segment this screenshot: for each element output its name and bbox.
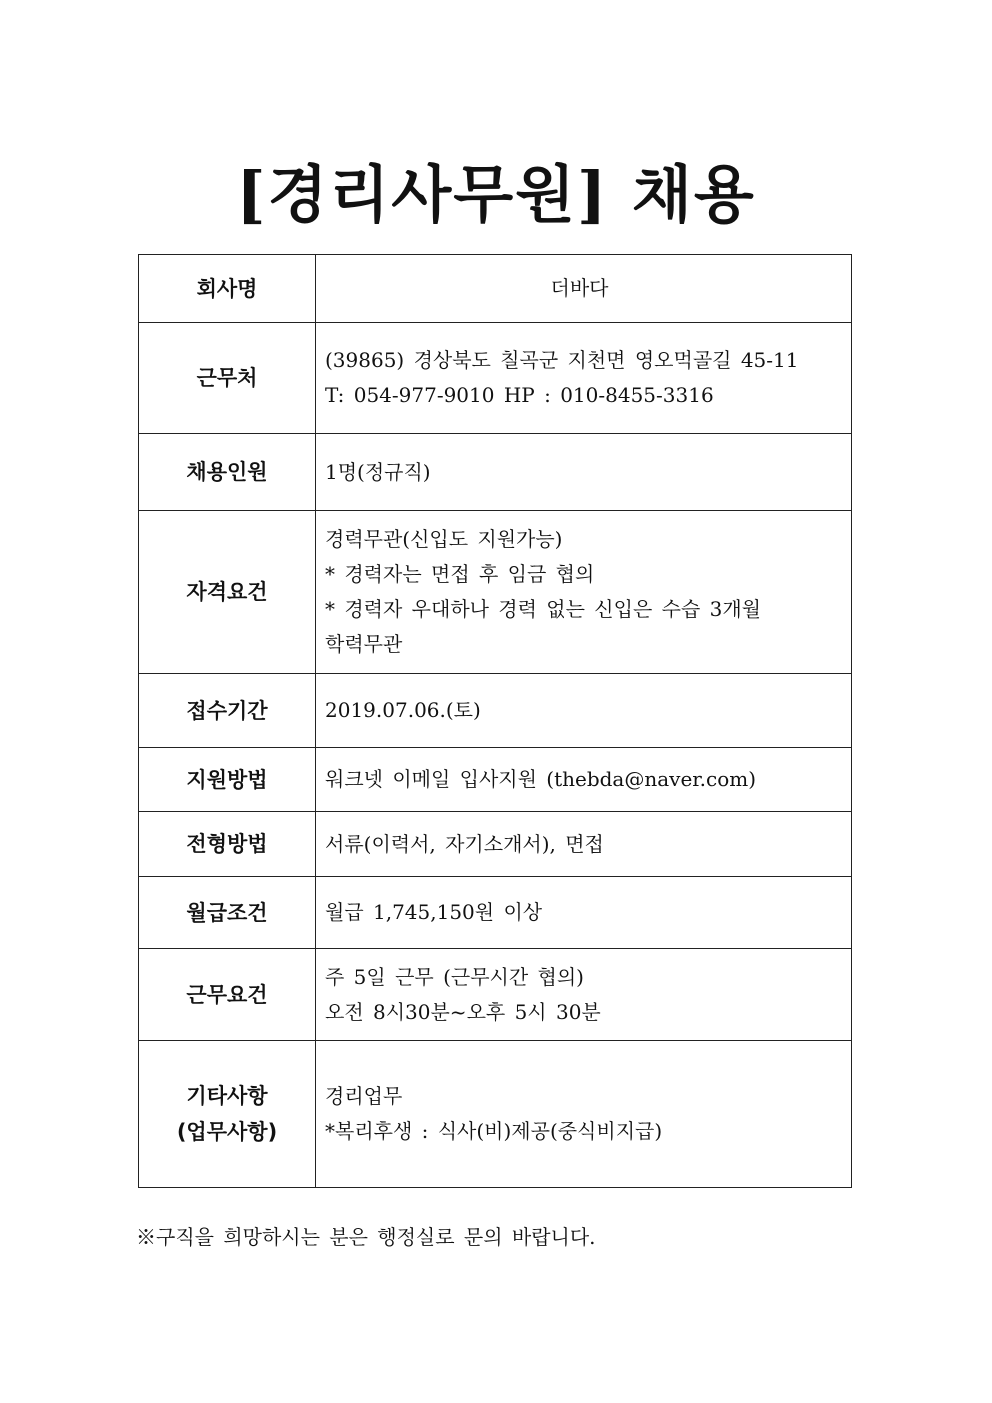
application-method-label: 지원방법: [139, 748, 316, 812]
table-row-company: [139, 255, 852, 323]
application-method-value: 워크넷 이메일 입사지원 (thebda@naver.com): [316, 748, 852, 812]
job-info-table: [138, 254, 852, 1188]
table-row-other: [139, 1041, 852, 1188]
headcount-label: 채용인원: [139, 434, 316, 511]
workplace-label: 근무처: [139, 323, 316, 434]
salary-label: 월급조건: [139, 877, 316, 949]
application-period-value: 2019.07.06.(토): [316, 674, 852, 748]
qualifications-value: 경력무관(신입도 지원가능) * 경력자는 면접 후 임금 협의 * 경력자 우대하나 경력 없는 신입은 수습 3개월 학력무관: [316, 511, 852, 674]
table-row-salary: [139, 877, 852, 949]
qualifications-label: 자격요건: [139, 511, 316, 674]
table-row-qualifications: [139, 511, 852, 674]
table-row-application-method: [139, 748, 852, 812]
footer-note: ※구직을 희망하시는 분은 행정실로 문의 바랍니다.: [136, 1225, 596, 1249]
company-name-value: 더바다: [316, 255, 852, 323]
workplace-phone: T: 054-977-9010 HP : 010-8455-3316: [325, 383, 714, 407]
workplace-value: [316, 323, 852, 434]
application-period-label: 접수기간: [139, 674, 316, 748]
salary-value: 월급 1,745,150원 이상: [316, 877, 852, 949]
table-row-application-period: [139, 674, 852, 748]
company-name-label: 회사명: [139, 255, 316, 323]
other-label: 기타사항 (업무사항): [139, 1041, 316, 1188]
table-row-workplace: [139, 323, 852, 434]
table-row-headcount: [139, 434, 852, 511]
other-value: 경리업무 *복리후생 : 식사(비)제공(중식비지급): [316, 1041, 852, 1188]
table-row-selection-method: [139, 812, 852, 877]
workplace-address: (39865) 경상북도 칠곡군 지천면 영오먹골길 45-11: [325, 348, 799, 372]
selection-method-value: 서류(이력서, 자기소개서), 면접: [316, 812, 852, 877]
page-title: [경리사무원] 채용: [236, 158, 756, 231]
table-row-working-conditions: [139, 949, 852, 1041]
headcount-value: 1명(정규직): [316, 434, 852, 511]
working-conditions-value: 주 5일 근무 (근무시간 협의) 오전 8시30분~오후 5시 30분: [316, 949, 852, 1041]
selection-method-label: 전형방법: [139, 812, 316, 877]
working-conditions-label: 근무요건: [139, 949, 316, 1041]
